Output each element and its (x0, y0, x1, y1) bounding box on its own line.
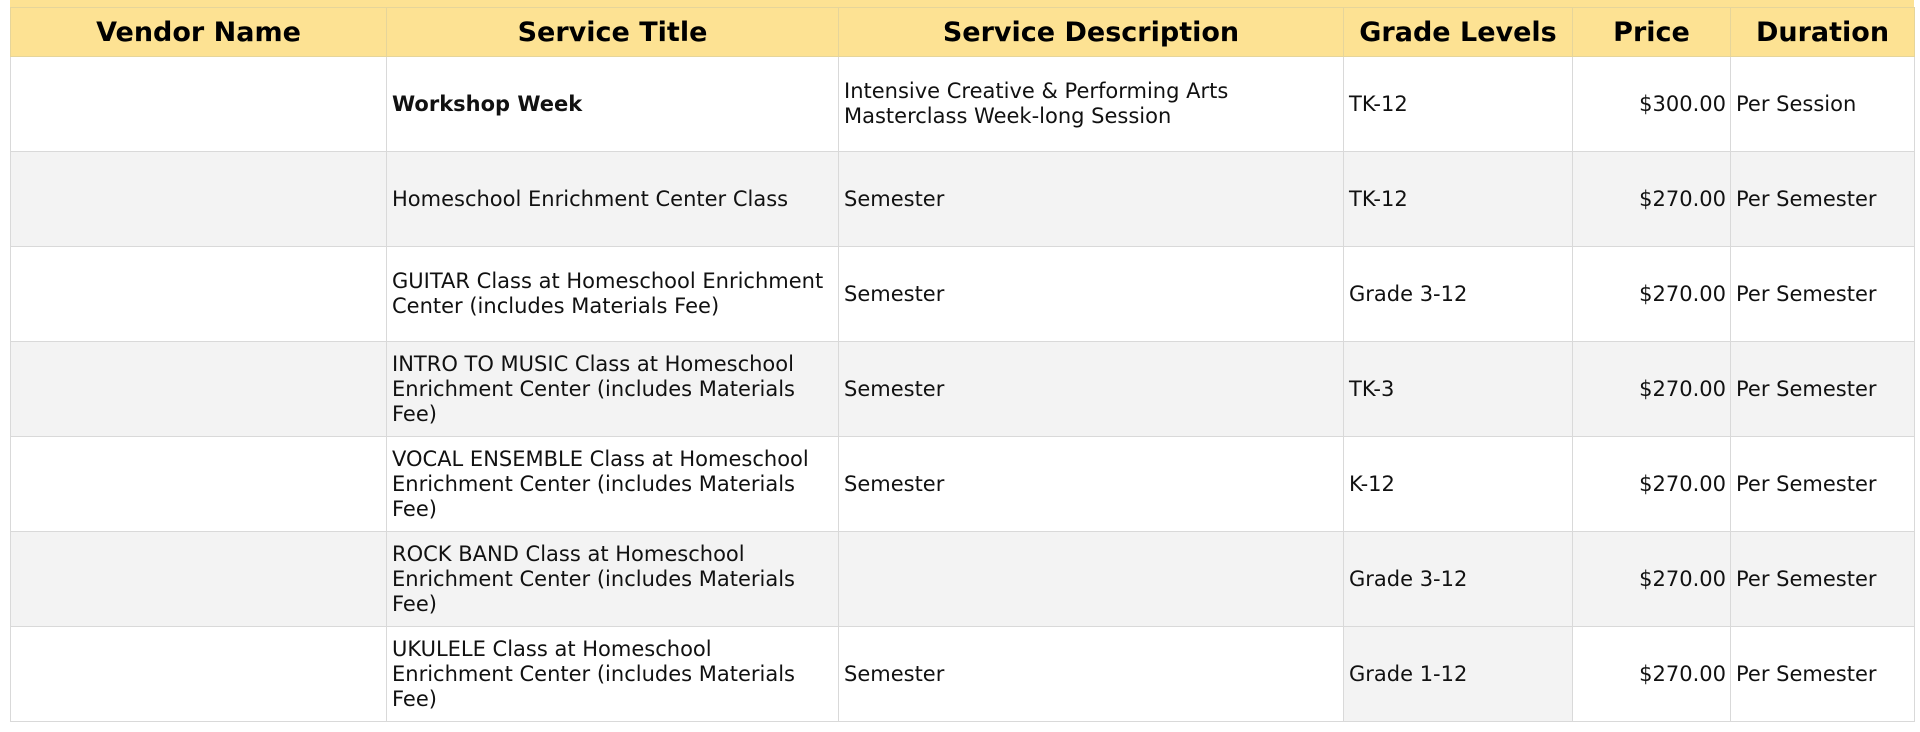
cell-duration[interactable]: Per Semester (1731, 532, 1915, 627)
header-duration[interactable]: Duration (1731, 8, 1915, 57)
cell-price[interactable]: $270.00 (1573, 152, 1731, 247)
cell-service-title[interactable]: VOCAL ENSEMBLE Class at Homeschool Enrichment Center (includes Materials Fee) (387, 437, 839, 532)
cell-grade-levels[interactable]: TK-3 (1344, 342, 1573, 437)
cell-vendor-name[interactable] (11, 437, 387, 532)
cell-grade-levels[interactable]: TK-12 (1344, 152, 1573, 247)
cell-duration[interactable]: Per Semester (1731, 342, 1915, 437)
cell-vendor-name[interactable] (11, 532, 387, 627)
cell-service-description[interactable]: Intensive Creative & Performing Arts Masterclass Week-long Session (839, 57, 1344, 152)
cell-duration[interactable]: Per Session (1731, 57, 1915, 152)
cell-service-description[interactable]: Semester (839, 627, 1344, 722)
cell-service-description[interactable]: Semester (839, 437, 1344, 532)
cell-price[interactable]: $270.00 (1573, 532, 1731, 627)
cell-grade-levels[interactable]: K-12 (1344, 437, 1573, 532)
cell-duration[interactable]: Per Semester (1731, 627, 1915, 722)
cell-service-description[interactable]: Semester (839, 342, 1344, 437)
cell-price[interactable]: $270.00 (1573, 247, 1731, 342)
table-row (11, 342, 1915, 437)
header-row (11, 8, 1915, 57)
cell-price[interactable]: $270.00 (1573, 342, 1731, 437)
cell-grade-levels[interactable]: Grade 3-12 (1344, 532, 1573, 627)
header-grade-levels[interactable]: Grade Levels (1344, 8, 1573, 57)
cell-price[interactable]: $270.00 (1573, 627, 1731, 722)
header-price[interactable]: Price (1573, 8, 1731, 57)
header-service-description[interactable]: Service Description (839, 8, 1344, 57)
cell-vendor-name[interactable] (11, 627, 387, 722)
header-service-title[interactable]: Service Title (387, 8, 839, 57)
cell-service-title[interactable]: Homeschool Enrichment Center Class (387, 152, 839, 247)
cell-duration[interactable]: Per Semester (1731, 152, 1915, 247)
cell-duration[interactable]: Per Semester (1731, 437, 1915, 532)
cell-service-title[interactable]: ROCK BAND Class at Homeschool Enrichment Center (includes Materials Fee) (387, 532, 839, 627)
cell-service-title[interactable]: INTRO TO MUSIC Class at Homeschool Enrichment Center (includes Materials Fee) (387, 342, 839, 437)
cell-service-description[interactable] (839, 532, 1344, 627)
cell-vendor-name[interactable] (11, 247, 387, 342)
cell-grade-levels[interactable]: Grade 1-12 (1344, 627, 1573, 722)
table-row (11, 57, 1915, 152)
cell-vendor-name[interactable] (11, 152, 387, 247)
cell-price[interactable]: $270.00 (1573, 437, 1731, 532)
cell-duration[interactable]: Per Semester (1731, 247, 1915, 342)
cell-service-description[interactable]: Semester (839, 247, 1344, 342)
cell-vendor-name[interactable] (11, 57, 387, 152)
cell-service-title[interactable]: GUITAR Class at Homeschool Enrichment Center (includes Materials Fee) (387, 247, 839, 342)
header-vendor-name[interactable]: Vendor Name (11, 8, 387, 57)
table-row (11, 532, 1915, 627)
cell-grade-levels[interactable]: TK-12 (1344, 57, 1573, 152)
cell-grade-levels[interactable]: Grade 3-12 (1344, 247, 1573, 342)
cell-service-description[interactable]: Semester (839, 152, 1344, 247)
cell-price[interactable]: $300.00 (1573, 57, 1731, 152)
cell-vendor-name[interactable] (11, 342, 387, 437)
vendor-services-table (10, 7, 1915, 722)
table-row (11, 437, 1915, 532)
table-row (11, 247, 1915, 342)
cell-service-title[interactable]: Workshop Week (387, 57, 839, 152)
spreadsheet (10, 7, 1914, 722)
table-row (11, 627, 1915, 722)
cell-service-title[interactable]: UKULELE Class at Homeschool Enrichment Center (includes Materials Fee) (387, 627, 839, 722)
header-top-strip (10, 0, 1914, 7)
table-row (11, 152, 1915, 247)
